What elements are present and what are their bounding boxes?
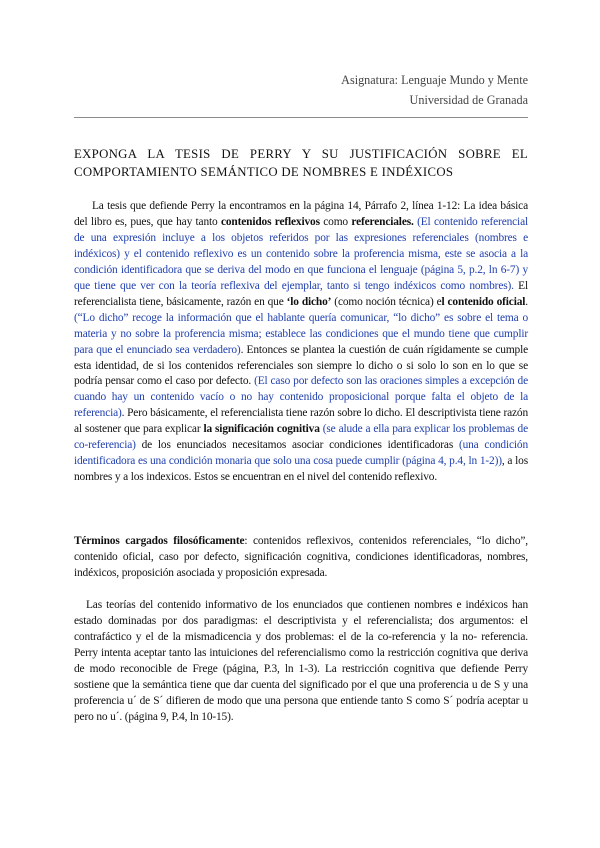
annotation-co-reference: (se alude a ella para explicar los problemas de co-referencia) — [74, 423, 529, 452]
p1-text-8: de los enunciados necesitamos asociar condiciones identificadoras — [135, 439, 459, 452]
header-divider — [74, 117, 528, 118]
p1-text-1: La tesis que defiende Perry la encontramos en la página 14, Párrafo 2, línea 1-12: La idea básica del libro es, pues, que hay tanto — [74, 200, 528, 228]
page-header — [341, 70, 528, 110]
term-reflexive-contents: contenidos reflexivos — [220, 215, 320, 228]
theories-text: Las teorías del contenido informativo de los enunciados que contienen nombres e indéxicos han estado dominadas por dos paradigmas: el descriptivista y el referencialista; dos argumentos: el contrafáctico y el de la mismadicencia y dos problemas: el de la co-referencia y la no- referencia. Perry intenta aceptar tanto las intuiciones del referencialismo como la restricción cognitiva que deriva de modo reconocible de Frege (página, P.3, ln 1-3). La restricción cognitiva que defiende Perry sostiene que la semántica tiene que dar cuenta del significado por el que una proferencia u de S y una proferencia u´ de S´ difieren de modo que una persona que entiende tanto S como S´ podría aceptar u pero no u´. (página 9, P.4, ln 10-15). — [74, 599, 528, 723]
p1-text-9: , a los nombres y a los indexicos. Estos se encuentran en el nivel del contenido reflexivo. — [74, 455, 528, 484]
p1-text-5: . — [525, 295, 528, 308]
term-official-content: l contenido oficial — [441, 295, 526, 308]
annotation-identifying-condition: (una condición identificadora es una condición monaria que solo una cosa puede cumplir (página 4, p.4, ln 1-2)) — [74, 439, 529, 468]
term-cognitive-significance: la significación cognitiva — [203, 423, 320, 436]
p1-text-2: como — [319, 215, 352, 228]
term-referential: referenciales. — [351, 215, 414, 228]
term-lo-dicho: ‘lo dicho’ — [286, 295, 332, 308]
paragraph-theories — [74, 598, 528, 726]
annotation-referential-content: (El contenido referencial de una expresión incluye a los objetos referidos por las expresiones referenciales (nombres e indéxicos) y el contenido reflexivo es un contenido sobre la proferencia misma, este se asocia a la condición identificadora que se deriva del modo en que funciona el lenguaje (página 5, p.2, ln 6-7) y que tiene que ver con la teoría reflexiva del ejemplar, tanto si tengo indéxicos como nombres). — [74, 215, 528, 292]
terms-list: : contenidos reflexivos, contenidos referenciales, “lo dicho”, contenido oficial, caso por defecto, significación cognitiva, condiciones identificadoras, nombres, indéxicos, proposición asociada y proposición expresada. — [74, 535, 528, 579]
paragraph-terms — [74, 534, 528, 582]
p1-text-7: . Pero básicamente, el referencialista tiene razón sobre lo dicho. El descriptivista tiene razón al sostener que para explicar — [74, 407, 528, 436]
p1-text-6: . Entonces se plantea la cuestión de cuán rígidamente se cumple esta identidad, de si los contenidos referenciales son siempre lo dicho o si solo lo son en lo que se podría pensar como el caso por defecto. — [74, 343, 528, 388]
terms-label: Términos cargados filosóficamente — [74, 535, 245, 547]
document-title: EXPONGA LA TESIS DE PERRY Y SU JUSTIFICACIÓN SOBRE EL COMPORTAMIENTO SEMÁNTICO DE NOMBRES E INDÉXICOS — [74, 147, 528, 179]
annotation-default-case: (El caso por defecto son las oraciones simples a excepción de cuando hay un contenido vacío o no hay contenido proposicional porque falta el objeto de la referencia) — [74, 375, 529, 420]
p1-text-3: El referencialista tiene, básicamente, razón en que — [74, 279, 528, 308]
subject-line: Asignatura: Lenguaje Mundo y Mente — [341, 73, 528, 87]
university-line: Universidad de Granada — [409, 93, 528, 107]
p1-text-4: (como noción técnica) e — [331, 295, 442, 308]
paragraph-thesis — [74, 199, 528, 486]
annotation-lo-dicho: (“Lo dicho” recoge la información que el hablante quería comunicar, “lo dicho” es sobre el tema o materia y no sobre la proferencia misma; establece las condiciones que el mundo tiene que cumplir para que el enunciado sea verdadero) — [74, 311, 528, 356]
